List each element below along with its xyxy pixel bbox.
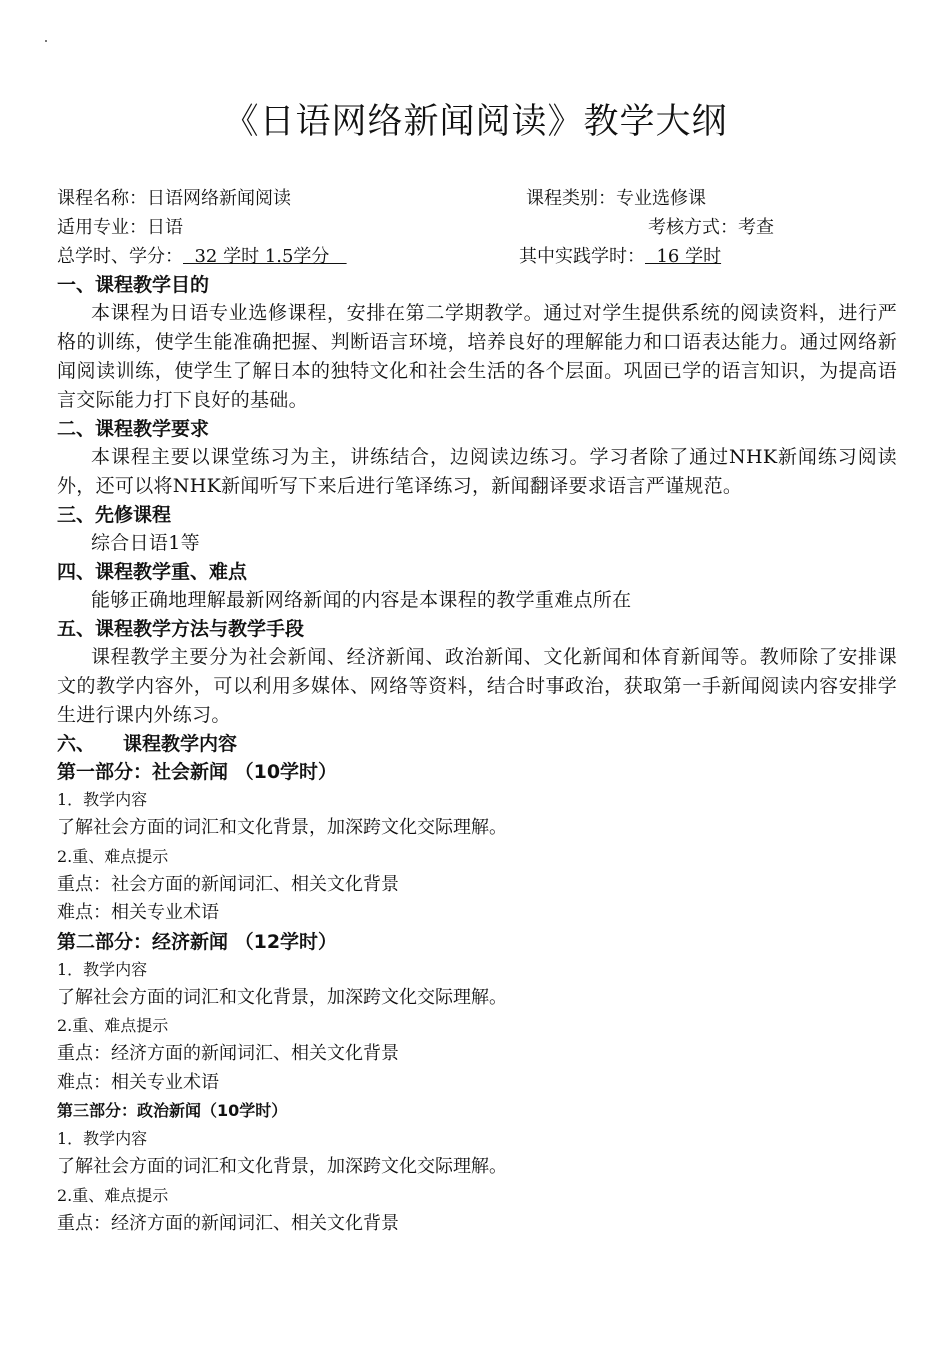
- part-2-heading: 第二部分：经济新闻 （12学时）: [57, 930, 338, 953]
- total-hours-label: 总学时、学分：: [57, 246, 183, 267]
- section-2-heading: 二、课程教学要求: [57, 418, 210, 440]
- part-2-key-label: 2.重、难点提示: [57, 1016, 169, 1035]
- section-1-heading: 一、课程教学目的: [57, 274, 210, 296]
- part-1-key-points: 重点：社会方面的新闻词汇、相关文化背景: [57, 873, 399, 895]
- total-hours-value: 32 学时 1.5学分: [183, 246, 347, 267]
- course-name: 课程名称：日语网络新闻阅读: [57, 188, 291, 209]
- part-3-key-label: 2.重、难点提示: [57, 1185, 169, 1205]
- part-1-heading: 第一部分：社会新闻 （10学时）: [57, 761, 338, 783]
- part-2-content-label: 1．教学内容: [57, 959, 148, 979]
- section-6-heading: [57, 730, 897, 758]
- course-type: 课程类别：专业选修课: [526, 188, 706, 209]
- document-body: [57, 271, 897, 1238]
- section-1-text: 本课程为日语专业选修课程，安排在第二学期教学。通过对学生提供系统的阅读资料，进行严格的训练，使学生能准确把握、判断语言环境，培养良好的理解能力和口语表达能力。通过网络新闻阅读训练，使学生了解日本的独特文化和社会生活的各个层面。巩固已学的语言知识，为提高语言交际能力打下良好的基础。: [57, 302, 897, 411]
- part-3-content: 了解社会方面的词汇和文化背景，加深跨文化交际理解。: [57, 1156, 507, 1177]
- document-title: 《日语网络新闻阅读》教学大纲: [223, 102, 728, 142]
- part-1-content-label: 1．教学内容: [57, 790, 148, 809]
- section-5-text: 课程教学主要分为社会新闻、经济新闻、政治新闻、文化新闻和体育新闻等。教师除了安排课文的教学内容外，可以利用多媒体、网络等资料，结合时事政治，获取第一手新闻阅读内容安排学生进行课内外练习。: [57, 646, 897, 726]
- section-5-heading: 五、课程教学方法与教学手段: [57, 618, 305, 640]
- part-3-heading: 第三部分：政治新闻（10学时）: [57, 1101, 288, 1120]
- part-3-key-points: 重点：经济方面的新闻词汇、相关文化背景: [57, 1212, 399, 1234]
- section-3-heading: 三、先修课程: [57, 504, 172, 526]
- section-4-text: 能够正确地理解最新网络新闻的内容是本课程的教学重难点所在: [91, 589, 632, 611]
- applicable-major: 适用专业：日语: [57, 217, 183, 238]
- part-1-difficulties: 难点：相关专业术语: [57, 902, 219, 923]
- practice-hours-value: 16 学时: [645, 246, 722, 267]
- practice-hours: [519, 245, 721, 269]
- section-2-text: 本课程主要以课堂练习为主，讲练结合，边阅读边练习。学习者除了通过NHK新闻练习阅读外，还可以将NHK新闻听写下来后进行笔译练习，新闻翻译要求语言严谨规范。: [57, 446, 897, 497]
- scan-dot: [45, 40, 47, 42]
- practice-hours-label: 其中实践学时：: [519, 246, 645, 267]
- part-2-content: 了解社会方面的词汇和文化背景，加深跨文化交际理解。: [57, 986, 507, 1008]
- assessment-method: 考核方式：考查: [648, 217, 774, 238]
- section-6-title: 课程教学内容: [123, 733, 238, 755]
- section-6-number: 六、: [57, 733, 96, 755]
- total-hours: [57, 245, 347, 269]
- part-1-key-label: 2.重、难点提示: [57, 846, 169, 866]
- part-2-key-points: 重点：经济方面的新闻词汇、相关文化背景: [57, 1043, 399, 1064]
- part-2-difficulties: 难点：相关专业术语: [57, 1071, 219, 1093]
- part-3-content-label: 1．教学内容: [57, 1129, 148, 1148]
- part-1-content: 了解社会方面的词汇和文化背景，加深跨文化交际理解。: [57, 817, 507, 838]
- section-3-text: 综合日语1等: [91, 532, 200, 554]
- section-4-heading: 四、课程教学重、难点: [57, 561, 248, 583]
